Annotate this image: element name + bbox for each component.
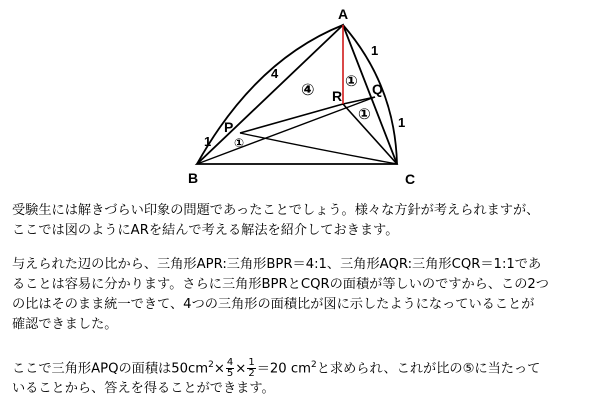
formula-line: [12, 355, 596, 379]
fraction-1-2: [247, 358, 255, 379]
superscript: 2: [208, 360, 214, 370]
length-aq: 1: [371, 43, 379, 58]
superscript: 2: [310, 360, 317, 370]
text-segment: ＝20 cm: [256, 361, 311, 377]
area-pbr: ①: [234, 136, 245, 150]
label-r: R: [332, 88, 343, 104]
geometry-figure: [0, 0, 600, 200]
text-line: 与えられた辺の比から、三角形APR:三角形BPR＝4:1、三角形AQR:三角形CQR＝1:1であ: [12, 257, 542, 272]
times-sign: ×: [213, 361, 225, 377]
text-line: 確認できました。: [12, 317, 118, 332]
times-sign: ×: [235, 361, 247, 377]
area-apr: ④: [301, 80, 315, 99]
numerator: 1: [248, 356, 255, 368]
area-cqr: ①: [358, 105, 371, 123]
label-p: P: [224, 119, 234, 135]
label-q: Q: [372, 81, 383, 97]
denominator: 2: [248, 367, 255, 379]
text-segment: と求められ、これが比の⑤に当たって: [316, 361, 541, 377]
label-c: C: [405, 171, 416, 187]
paragraph-intro: [12, 201, 596, 241]
length-ap: 4: [271, 66, 279, 81]
fraction-4-5: [226, 358, 234, 379]
label-a: A: [338, 6, 349, 22]
denominator: 5: [226, 367, 234, 379]
text-line: ここでは図のようにARを結んで考える解法を紹介しておきます。: [12, 223, 399, 238]
text-line: ることは容易に分かります。さらに三角形BPRとCQRの面積が等しいのですから、この2つ: [12, 277, 549, 292]
area-aqr: ①: [345, 72, 358, 90]
text-line: 受験生には解きづらい印象の問題であったことでしょう。様々な方針が考えられますが、: [12, 203, 540, 218]
length-qc: 1: [398, 115, 406, 130]
numerator: 4: [226, 356, 234, 368]
triangle-abc: [197, 25, 397, 164]
text-line: いることから、答えを得ることができます。: [12, 381, 275, 397]
paragraph-ratio: [12, 255, 596, 335]
length-pb: 1: [204, 134, 212, 149]
text-segment: ここで三角形APQの面積は50cm: [12, 361, 209, 377]
text-line: の比はそのまま統一できて、4つの三角形の面積比が図に示したようになっていることが: [12, 297, 535, 312]
paragraph-answer: [12, 355, 596, 399]
label-b: B: [188, 170, 199, 186]
